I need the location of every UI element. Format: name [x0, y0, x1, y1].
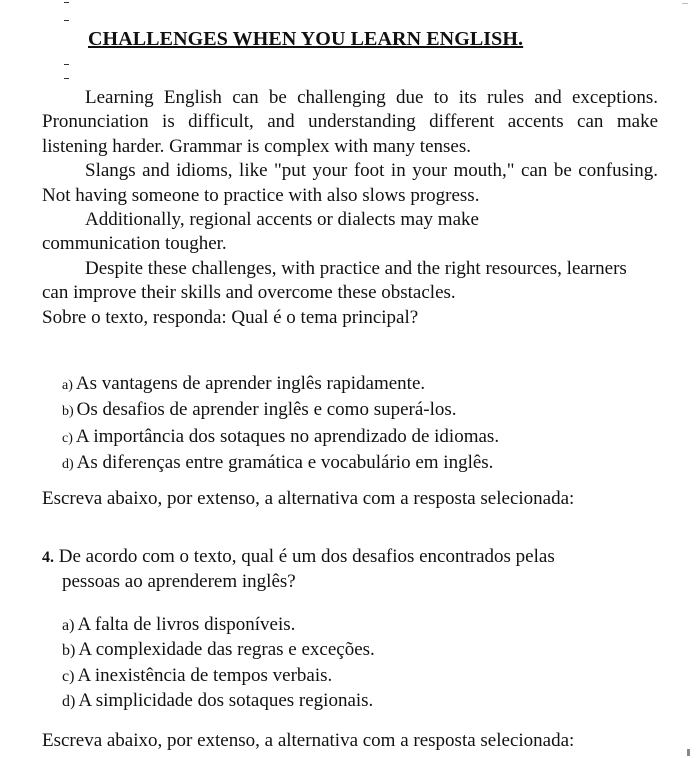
question-4-prompt-line1: De acordo com o texto, qual é um dos desafios encontrados pelas: [58, 546, 555, 567]
option-c: [62, 664, 375, 689]
option-letter: c): [62, 667, 75, 685]
margin-dash: [64, 78, 69, 79]
option-text: Os desafios de aprender inglês e como superá-los.: [76, 399, 457, 421]
question-3-prompt: Sobre o texto, responda: Qual é o tema principal?: [42, 306, 419, 328]
option-text: As diferenças entre gramática e vocabulário em inglês.: [76, 452, 494, 474]
option-b: [62, 398, 499, 424]
question-4-prompt: [42, 545, 642, 570]
option-letter: a): [62, 617, 75, 634]
question-4-instruction: Escreva abaixo, por extenso, a alternativa com a resposta selecionada:: [42, 730, 575, 751]
margin-dash: [64, 20, 69, 21]
option-c: [62, 425, 499, 451]
passage-paragraph-2: Slangs and idioms, like "put your foot in your mouth," can be confusing. Not having someone to practice with also slows progress.: [42, 160, 658, 206]
option-letter: a): [62, 378, 73, 393]
question-4-options: [62, 613, 375, 715]
option-b: [62, 638, 375, 663]
option-text: A complexidade das regras e exceções.: [78, 639, 375, 661]
option-d: [62, 451, 499, 477]
question-number: 4.: [42, 549, 54, 566]
option-text: As vantagens de aprender inglês rapidamente.: [75, 373, 426, 394]
passage-paragraph-1: Learning English can be challenging due to its rules and exceptions. Pronunciation is difficult, and understanding different accents can make listening harder. Grammar is complex with many tenses.: [42, 87, 658, 157]
question-3-options: [62, 372, 499, 478]
document-title: CHALLENGES WHEN YOU LEARN ENGLISH.: [88, 28, 524, 50]
corner-mark: [682, 0, 688, 4]
option-text: A falta de livros disponíveis.: [77, 614, 296, 635]
question-3-instruction: Escreva abaixo, por extenso, a alternativa com a resposta selecionada:: [42, 488, 575, 509]
option-letter: b): [62, 404, 74, 420]
option-letter: d): [62, 693, 76, 711]
scroll-indicator: [687, 749, 690, 756]
option-a: [62, 372, 499, 398]
option-text: A importância dos sotaques no aprendizado de idiomas.: [75, 425, 500, 447]
reading-passage: [42, 86, 658, 330]
option-letter: d): [62, 457, 74, 473]
margin-dash: [64, 2, 69, 3]
option-letter: b): [62, 642, 76, 660]
question-4-prompt-line2: pessoas ao aprenderem inglês?: [62, 571, 296, 593]
passage-paragraph-3: Additionally, regional accents or dialects may make communication tougher.: [42, 209, 479, 255]
option-text: A inexistência de tempos verbais.: [77, 664, 333, 686]
question-4: [42, 545, 642, 595]
passage-paragraph-4: Despite these challenges, with practice and the right resources, learners can improve their skills and overcome these obstacles.: [42, 257, 627, 304]
option-a: [62, 613, 375, 638]
option-letter: c): [62, 430, 73, 446]
option-d: [62, 689, 375, 714]
margin-dash: [64, 64, 69, 65]
option-text: A simplicidade dos sotaques regionais.: [78, 690, 374, 712]
